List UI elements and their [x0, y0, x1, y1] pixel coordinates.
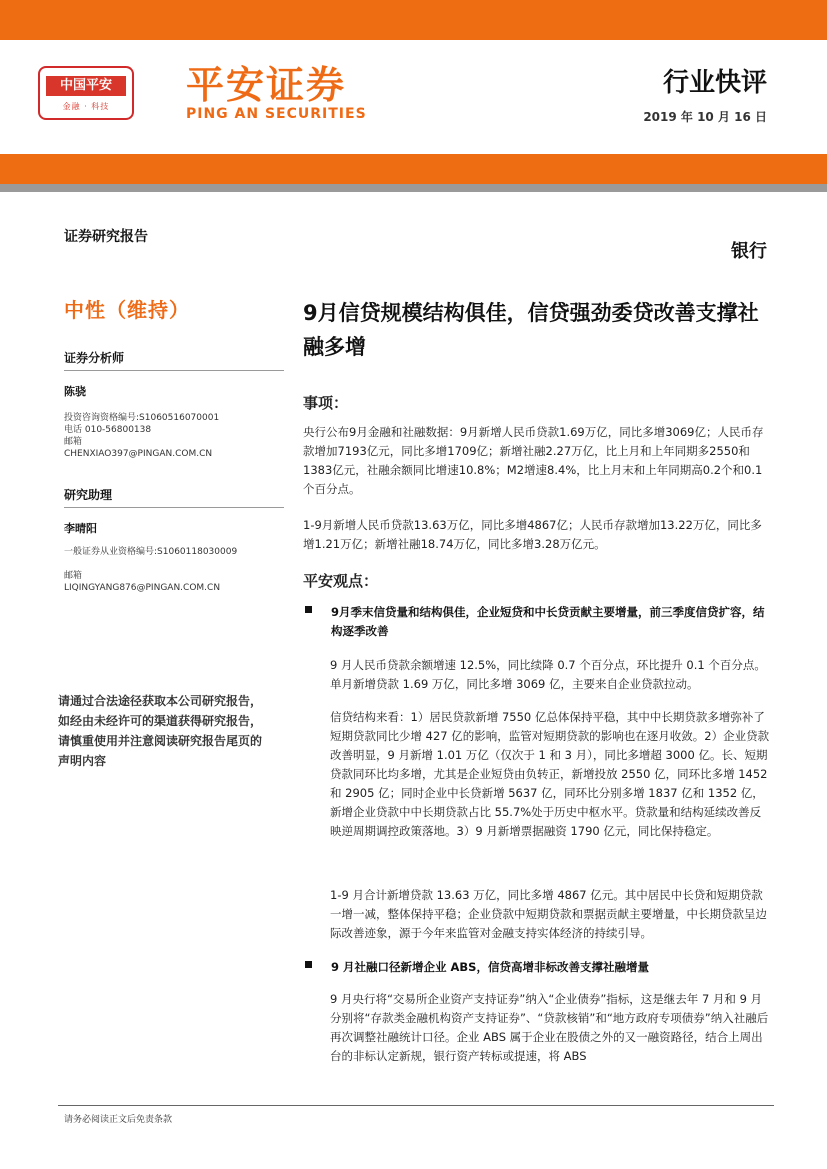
assistant-name: 李晴阳 [64, 522, 97, 535]
view-heading: 平安观点： [303, 572, 379, 590]
logo-text: 中国平安 [46, 76, 126, 96]
bullet-square-icon [305, 606, 312, 613]
bullet1-paragraph-1: 9 月人民币贷款余额增速 12.5%，同比续降 0.7 个百分点，环比提升 0.1 个百分点。单月新增贷款 1.69 万亿，同比多增 3069 亿，主要来自企业贷款拉动。 [330, 658, 766, 691]
ping-an-group-logo [38, 66, 134, 120]
analyst-email: CHENXIAO397@PINGAN.COM.CN [64, 449, 213, 459]
assistant-label: 研究助理 [64, 486, 284, 508]
assistant-email: LIQINGYANG876@PINGAN.COM.CN [64, 583, 221, 593]
header-gray-band [0, 184, 827, 192]
analyst-cert: 投资咨询资格编号:S1060516070001 [64, 413, 220, 423]
analyst-name: 陈骁 [64, 385, 86, 398]
assistant-contact [64, 570, 284, 594]
report-series: 证券研究报告 [64, 229, 148, 245]
report-title: 9月信贷规模结构俱佳，信贷强劲委贷改善支撑社融多增 [303, 301, 759, 359]
rating: 中性（维持） [64, 298, 190, 322]
top-orange-bar [0, 0, 827, 40]
analyst-email-label: 邮箱 [64, 437, 83, 447]
logo-subtext: 金融 · 科技 [62, 102, 110, 111]
analyst-contact [64, 412, 284, 460]
event-heading: 事项： [303, 394, 349, 412]
bullet2-paragraph-1: 9 月央行将“交易所企业资产支持证券”纳入“企业债券”指标，这是继去年 7 月和 9 月分别将“存款类金融机构资产支持证券”、“贷款核销”和“地方政府专项债券”纳入社融后再次调整社融统计口径。企业 ABS 属于企业在股债之外的又一融资路径，结合上周出台的非标认定新规，银行资产转标或提速，将 ABS [330, 992, 769, 1063]
footer-divider [58, 1105, 774, 1106]
event-paragraph-1: 央行公布9月金融和社融数据：9月新增人民币贷款1.69万亿，同比多增3069亿；人民币存款增加7193亿元，同比多增1709亿；新增社融2.27万亿，比上月和上年同期多2550和1383亿元，社融余额同比增速10.8%；M2增速8.4%，比上月末和上年同期高0.2个和0.1个百分点。 [303, 425, 764, 496]
bullet-point-1 [305, 603, 770, 641]
bullet-text: 9月季末信贷量和结构俱佳，企业短贷和中长贷贡献主要增量，前三季度信贷扩容，结构逐季改善 [331, 605, 765, 638]
left-sidebar [64, 226, 284, 594]
bullet1-paragraph-2: 信贷结构来看：1）居民贷款新增 7550 亿总体保持平稳，其中中长期贷款多增弥补了短期贷款同比少增 427 亿的影响，监管对短期贷款的影响也在逐月收敛。2）企业贷款改善明显，9 月新增 1.01 万亿（仅次于 1 和 3 月），同比多增超 3000 亿。长、短期贷款同环比均多增，尤其是企业短贷由负转正，新增投放 2550 亿，同环比多增 1452 和 2905 亿；同时企业中长贷新增 5637 亿，同环比分别多增 1837 亿和 1352 亿，新增企业贷款中中长期贷款占比 55.7%处于历史中枢水平。贷款量和结构延续改善反映逆周期调控政策落地。3）9 月新增票据融资 1790 亿元，同比保持稳定。 [330, 710, 770, 838]
bullet-point-2 [305, 958, 770, 977]
analyst-phone: 电话 010-56800138 [64, 425, 152, 435]
report-type: 行业快评 [662, 68, 767, 98]
bullet-text: 9 月社融口径新增企业 ABS，信贷高增非标改善支撑社融增量 [331, 960, 649, 974]
assistant-email-label: 邮箱 [64, 571, 83, 581]
brand-name-en: PING AN SECURITIES [186, 106, 367, 122]
sidebar-disclaimer: 请通过合法途径获取本公司研究报告，如经由未经许可的渠道获得研究报告，请慎重使用并注意阅读研究报告尾页的声明内容 [58, 694, 263, 768]
analyst-label: 证券分析师 [64, 349, 284, 371]
assistant-cert: 一般证券从业资格编号:S1060118030009 [64, 547, 238, 557]
report-date: 2019 年 10 月 16 日 [643, 110, 767, 124]
footer-note: 请务必阅读正文后免责条款 [64, 1115, 173, 1125]
bullet-square-icon [305, 961, 312, 968]
event-paragraph-2: 1-9月新增人民币贷款13.63万亿，同比多增4867亿；人民币存款增加13.22万亿，同比多增1.21万亿；新增社融18.74万亿，同比多增3.28万亿元。 [303, 518, 762, 551]
industry-label: 银行 [731, 241, 767, 262]
brand-name-cn: 平安证券 [186, 63, 347, 107]
bullet1-paragraph-3: 1-9 月合计新增贷款 13.63 万亿，同比多增 4867 亿元。其中居民中长贷和短期贷款一增一减，整体保持平稳；企业贷款中短期贷款和票据贡献主要增量，中长期贷款呈边际改善迹象，源于今年来监管对金融支持实体经济的持续引导。 [330, 888, 767, 940]
header-orange-band [0, 154, 827, 184]
